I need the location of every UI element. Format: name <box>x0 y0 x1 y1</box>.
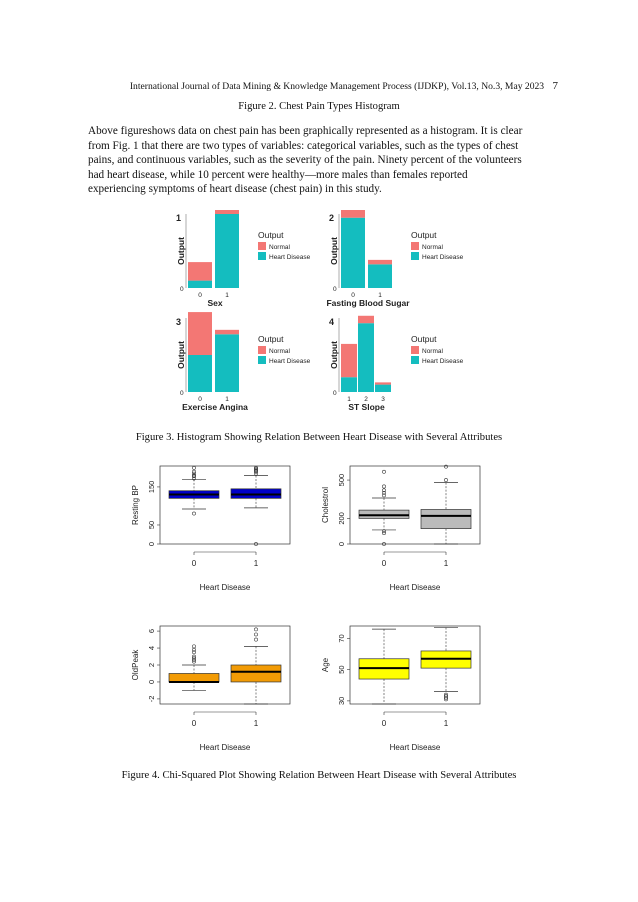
legend-label: Heart Disease <box>269 254 311 261</box>
x-tick-label: 1 <box>347 396 351 403</box>
figure-2-caption: Figure 2. Chest Pain Types Histogram <box>238 101 400 112</box>
legend-label: Normal <box>422 348 443 355</box>
x-tick-label: 2 <box>364 396 368 403</box>
outlier-point <box>382 485 385 488</box>
bar-normal <box>341 344 357 377</box>
outlier-point <box>444 478 447 481</box>
y-tick-label: 0 <box>180 390 184 397</box>
plot-frame <box>160 466 290 544</box>
x-tick-label: 1 <box>443 559 449 568</box>
histogram-panel-3 <box>176 312 311 412</box>
x-axis-label: ST Slope <box>348 402 385 412</box>
y-axis-label: Output <box>176 237 186 265</box>
x-tick-label: 1 <box>253 719 259 728</box>
x-axis-label: Exercise Angina <box>182 402 248 412</box>
y-tick-label: 2 <box>147 662 156 668</box>
running-header <box>118 80 558 92</box>
x-tick-label: 0 <box>198 396 202 403</box>
bar-normal <box>368 260 392 264</box>
outlier-point <box>192 645 195 648</box>
legend-label: Heart Disease <box>269 358 311 365</box>
bar-heart-disease <box>188 281 212 288</box>
legend-title: Output <box>258 334 284 344</box>
x-axis-label: Heart Disease <box>199 583 251 592</box>
legend-swatch-heart-disease <box>258 356 266 364</box>
legend-swatch-heart-disease <box>258 252 266 260</box>
boxplot-panel <box>131 466 290 592</box>
outlier-point <box>192 470 195 473</box>
legend-label: Normal <box>269 244 290 251</box>
y-tick-label: 0 <box>333 286 337 293</box>
legend-label: Normal <box>269 348 290 355</box>
y-tick-label: 200 <box>337 512 346 525</box>
legend-swatch-normal <box>258 242 266 250</box>
plot-frame <box>350 466 480 544</box>
legend-title: Output <box>411 230 437 240</box>
y-tick-label: 6 <box>147 629 156 634</box>
x-axis-label: Heart Disease <box>389 583 441 592</box>
legend-label: Normal <box>422 244 443 251</box>
x-axis-label: Heart Disease <box>199 743 251 752</box>
outlier-point <box>192 466 195 469</box>
outlier-point <box>254 628 257 631</box>
paragraph-line: pains, and continuous variables, such as the severity of the pain. Ninety percent of the volunteers <box>88 154 522 167</box>
panel-number: 3 <box>176 317 182 327</box>
bar-heart-disease <box>188 355 212 392</box>
boxplot-panel <box>321 626 480 752</box>
x-tick-label: 1 <box>225 292 229 299</box>
x-tick-label: 0 <box>198 292 202 299</box>
outlier-point <box>382 470 385 473</box>
bar-normal <box>341 210 365 218</box>
y-tick-label: 4 <box>147 645 156 651</box>
legend-label: Heart Disease <box>422 254 464 261</box>
x-tick-label: 0 <box>381 719 387 728</box>
x-axis-label: Sex <box>207 298 223 308</box>
legend-label: Heart Disease <box>422 358 464 365</box>
bar-normal <box>188 312 212 355</box>
bar-heart-disease <box>341 377 357 392</box>
box <box>231 665 281 682</box>
y-tick-label: 500 <box>337 473 346 487</box>
x-tick-label: 3 <box>381 396 385 403</box>
bar-normal <box>215 330 239 334</box>
boxplot-panel <box>131 626 290 752</box>
bar-heart-disease <box>341 218 365 288</box>
figure-3-histograms <box>160 210 490 420</box>
y-axis-label: Output <box>329 237 339 265</box>
histogram-panel-1 <box>176 210 311 308</box>
legend-title: Output <box>411 334 437 344</box>
histogram-panel-2 <box>326 210 463 308</box>
y-axis-label: OldPeak <box>131 649 140 681</box>
boxplot-panel <box>321 465 480 592</box>
x-tick-label: 1 <box>253 559 259 568</box>
y-tick-label: 0 <box>147 679 156 685</box>
x-tick-label: 1 <box>225 396 229 403</box>
outlier-point <box>254 633 257 636</box>
bar-heart-disease <box>375 385 391 392</box>
bar-normal <box>358 316 374 323</box>
panel-number: 2 <box>329 213 335 223</box>
figure-4-boxplots <box>118 460 498 760</box>
paragraph-line: Above figureshows data on chest pain has been graphically represented as a histogram. It is clear <box>88 125 523 137</box>
outlier-point <box>192 512 195 515</box>
y-tick-label: 150 <box>147 480 156 494</box>
x-axis-label: Fasting Blood Sugar <box>326 298 410 308</box>
y-tick-label: 70 <box>337 634 346 643</box>
panel-number: 4 <box>329 317 335 327</box>
journal-title: International Journal of Data Mining & Knowledge Management Process (IJDKP), Vol.13, No.3, May 2023 <box>129 81 545 92</box>
bar-heart-disease <box>368 264 392 288</box>
legend-swatch-normal <box>411 346 419 354</box>
x-tick-label: 1 <box>443 719 449 728</box>
bar-heart-disease <box>215 214 239 288</box>
paragraph-line: from Fig. 1 that there are two types of variables: categorical variables, such as the types of chest <box>88 139 519 152</box>
y-tick-label: 0 <box>147 541 156 547</box>
y-axis-label: Output <box>176 341 186 369</box>
legend-swatch-normal <box>411 242 419 250</box>
bar-normal <box>188 262 212 281</box>
panel-number: 1 <box>176 213 182 223</box>
page-number: 7 <box>552 80 558 92</box>
bar-heart-disease <box>215 334 239 392</box>
y-axis-label: Cholestrol <box>321 486 330 524</box>
bar-heart-disease <box>358 323 374 392</box>
y-tick-label: 30 <box>337 696 346 706</box>
x-axis-label: Heart Disease <box>389 743 441 752</box>
x-tick-label: 0 <box>351 292 355 299</box>
y-axis-label: Age <box>321 657 330 673</box>
y-tick-label: 0 <box>337 541 346 547</box>
legend-swatch-normal <box>258 346 266 354</box>
y-axis-label: Resting BP <box>131 484 140 526</box>
body-paragraph <box>88 124 552 197</box>
figure-4-caption: Figure 4. Chi-Squared Plot Showing Relation Between Heart Disease with Several Attributes <box>121 770 517 781</box>
outlier-point <box>254 638 257 641</box>
x-tick-label: 1 <box>378 292 382 299</box>
legend-swatch-heart-disease <box>411 252 419 260</box>
x-tick-label: 0 <box>191 559 197 568</box>
y-tick-label: 0 <box>180 286 184 293</box>
y-tick-label: 50 <box>147 520 156 530</box>
figure-3-caption: Figure 3. Histogram Showing Relation Between Heart Disease with Several Attributes <box>135 432 503 443</box>
x-tick-label: 0 <box>191 719 197 728</box>
y-axis-label: Output <box>329 341 339 369</box>
y-tick-label: 0 <box>333 390 337 397</box>
paragraph-line: had heart disease, while 10 percent were healthy—more males than females reported <box>88 168 468 181</box>
legend-title: Output <box>258 230 284 240</box>
box <box>169 673 219 681</box>
outlier-point <box>444 465 447 468</box>
y-tick-label: 50 <box>337 665 346 674</box>
bar-normal <box>375 382 391 384</box>
y-tick-label: -2 <box>147 695 156 703</box>
histogram-panel-4 <box>329 316 464 412</box>
box <box>421 509 471 528</box>
paragraph-line: experiencing symptoms of heart disease (chest pain) in this study. <box>88 183 382 196</box>
x-tick-label: 0 <box>381 559 387 568</box>
bar-normal <box>215 210 239 214</box>
legend-swatch-heart-disease <box>411 356 419 364</box>
